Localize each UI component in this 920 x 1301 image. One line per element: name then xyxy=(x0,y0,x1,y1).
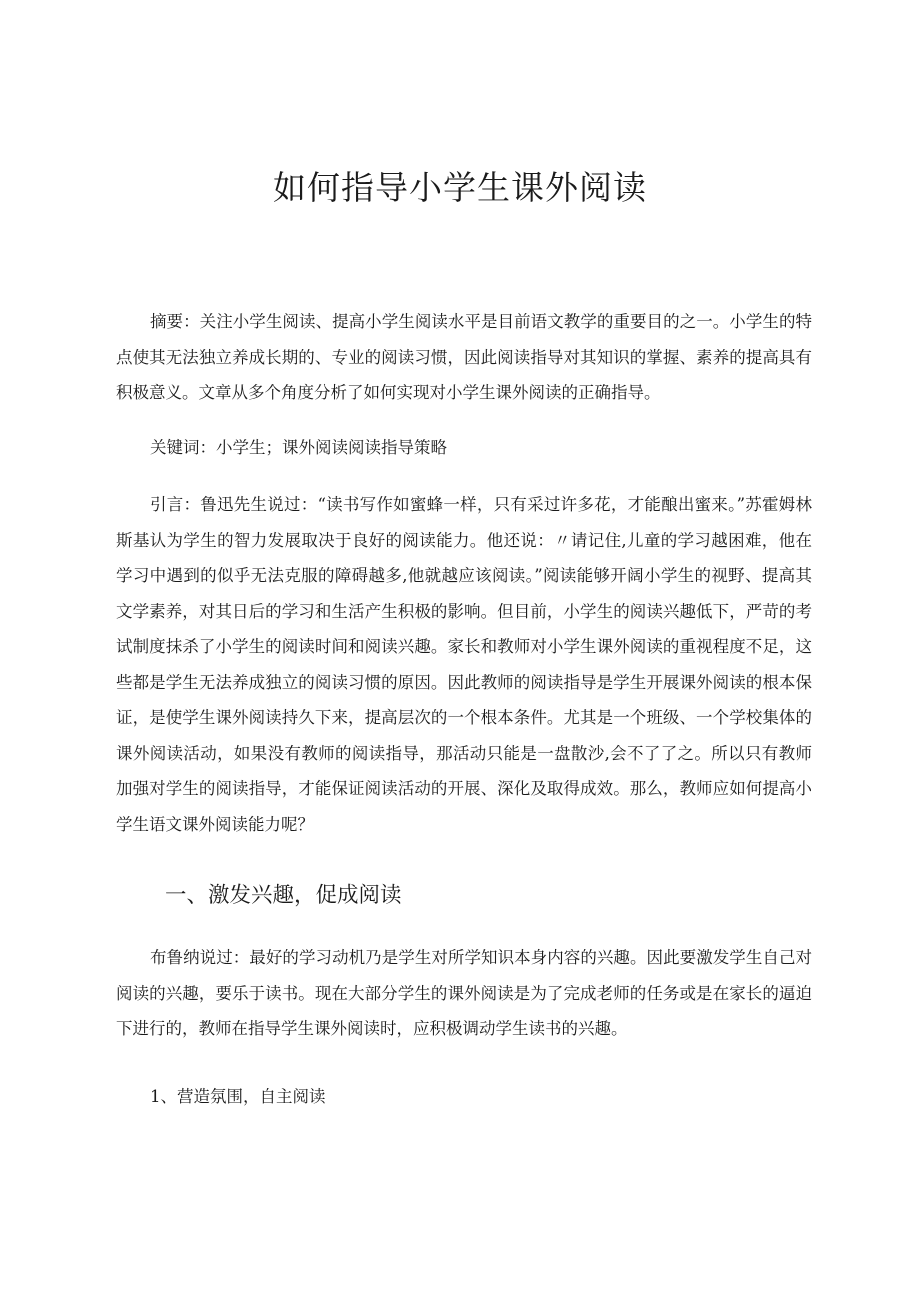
document-title: 如何指导小学生课外阅读 xyxy=(273,168,647,207)
section-body-paragraph: 布鲁纳说过：最好的学习动机乃是学生对所学知识本身内容的兴趣。因此要激发学生自己对阅读的兴趣，要乐于读书。现在大部分学生的课外阅读是为了完成老师的任务或是在家长的逼迫下进行的，教师在指导学生课外阅读时，应积极调动学生读书的兴趣。 xyxy=(116,948,812,1038)
section-heading: 一、激发兴趣，促成阅读 xyxy=(165,883,402,908)
subsection-heading: 1、营造氛围，自主阅读 xyxy=(150,1087,326,1106)
intro-paragraph: 引言：鲁迅先生说过：“读书写作如蜜蜂一样，只有采过许多花，才能酿出蜜来。”苏霍姆林斯基认为学生的智力发展取决于良好的阅读能力。他还说：〃请记住,儿童的学习越困难，他在学习中遇到的似乎无法克服的障碍越多,他就越应该阅读。”阅读能够开阔小学生的视野、提高其文学素养，对其日后的学习和生活产生积极的影响。但目前，小学生的阅读兴趣低下，严苛的考试制度抹杀了小学生的阅读时间和阅读兴趣。家长和教师对小学生课外阅读的重视程度不足，这些都是学生无法养成独立的阅读习惯的原因。因此教师的阅读指导是学生开展课外阅读的根本保证，是使学生课外阅读持久下来，提高层次的一个根本条件。尤其是一个班级、一个学校集体的课外阅读活动，如果没有教师的阅读指导，那活动只能是一盘散沙,会不了了之。所以只有教师加强对学生的阅读指导，才能保证阅读活动的开展、深化及取得成效。那么，教师应如何提高小学生语文课外阅读能力呢？ xyxy=(116,495,812,834)
keywords-paragraph: 关键词：小学生；课外阅读阅读指导策略 xyxy=(150,438,447,457)
abstract-paragraph: 摘要：关注小学生阅读、提高小学生阅读水平是目前语文教学的重要目的之一。小学生的特点使其无法独立养成长期的、专业的阅读习惯，因此阅读指导对其知识的掌握、素养的提高具有积极意义。文章从多个角度分析了如何实现对小学生课外阅读的正确指导。 xyxy=(116,312,812,402)
